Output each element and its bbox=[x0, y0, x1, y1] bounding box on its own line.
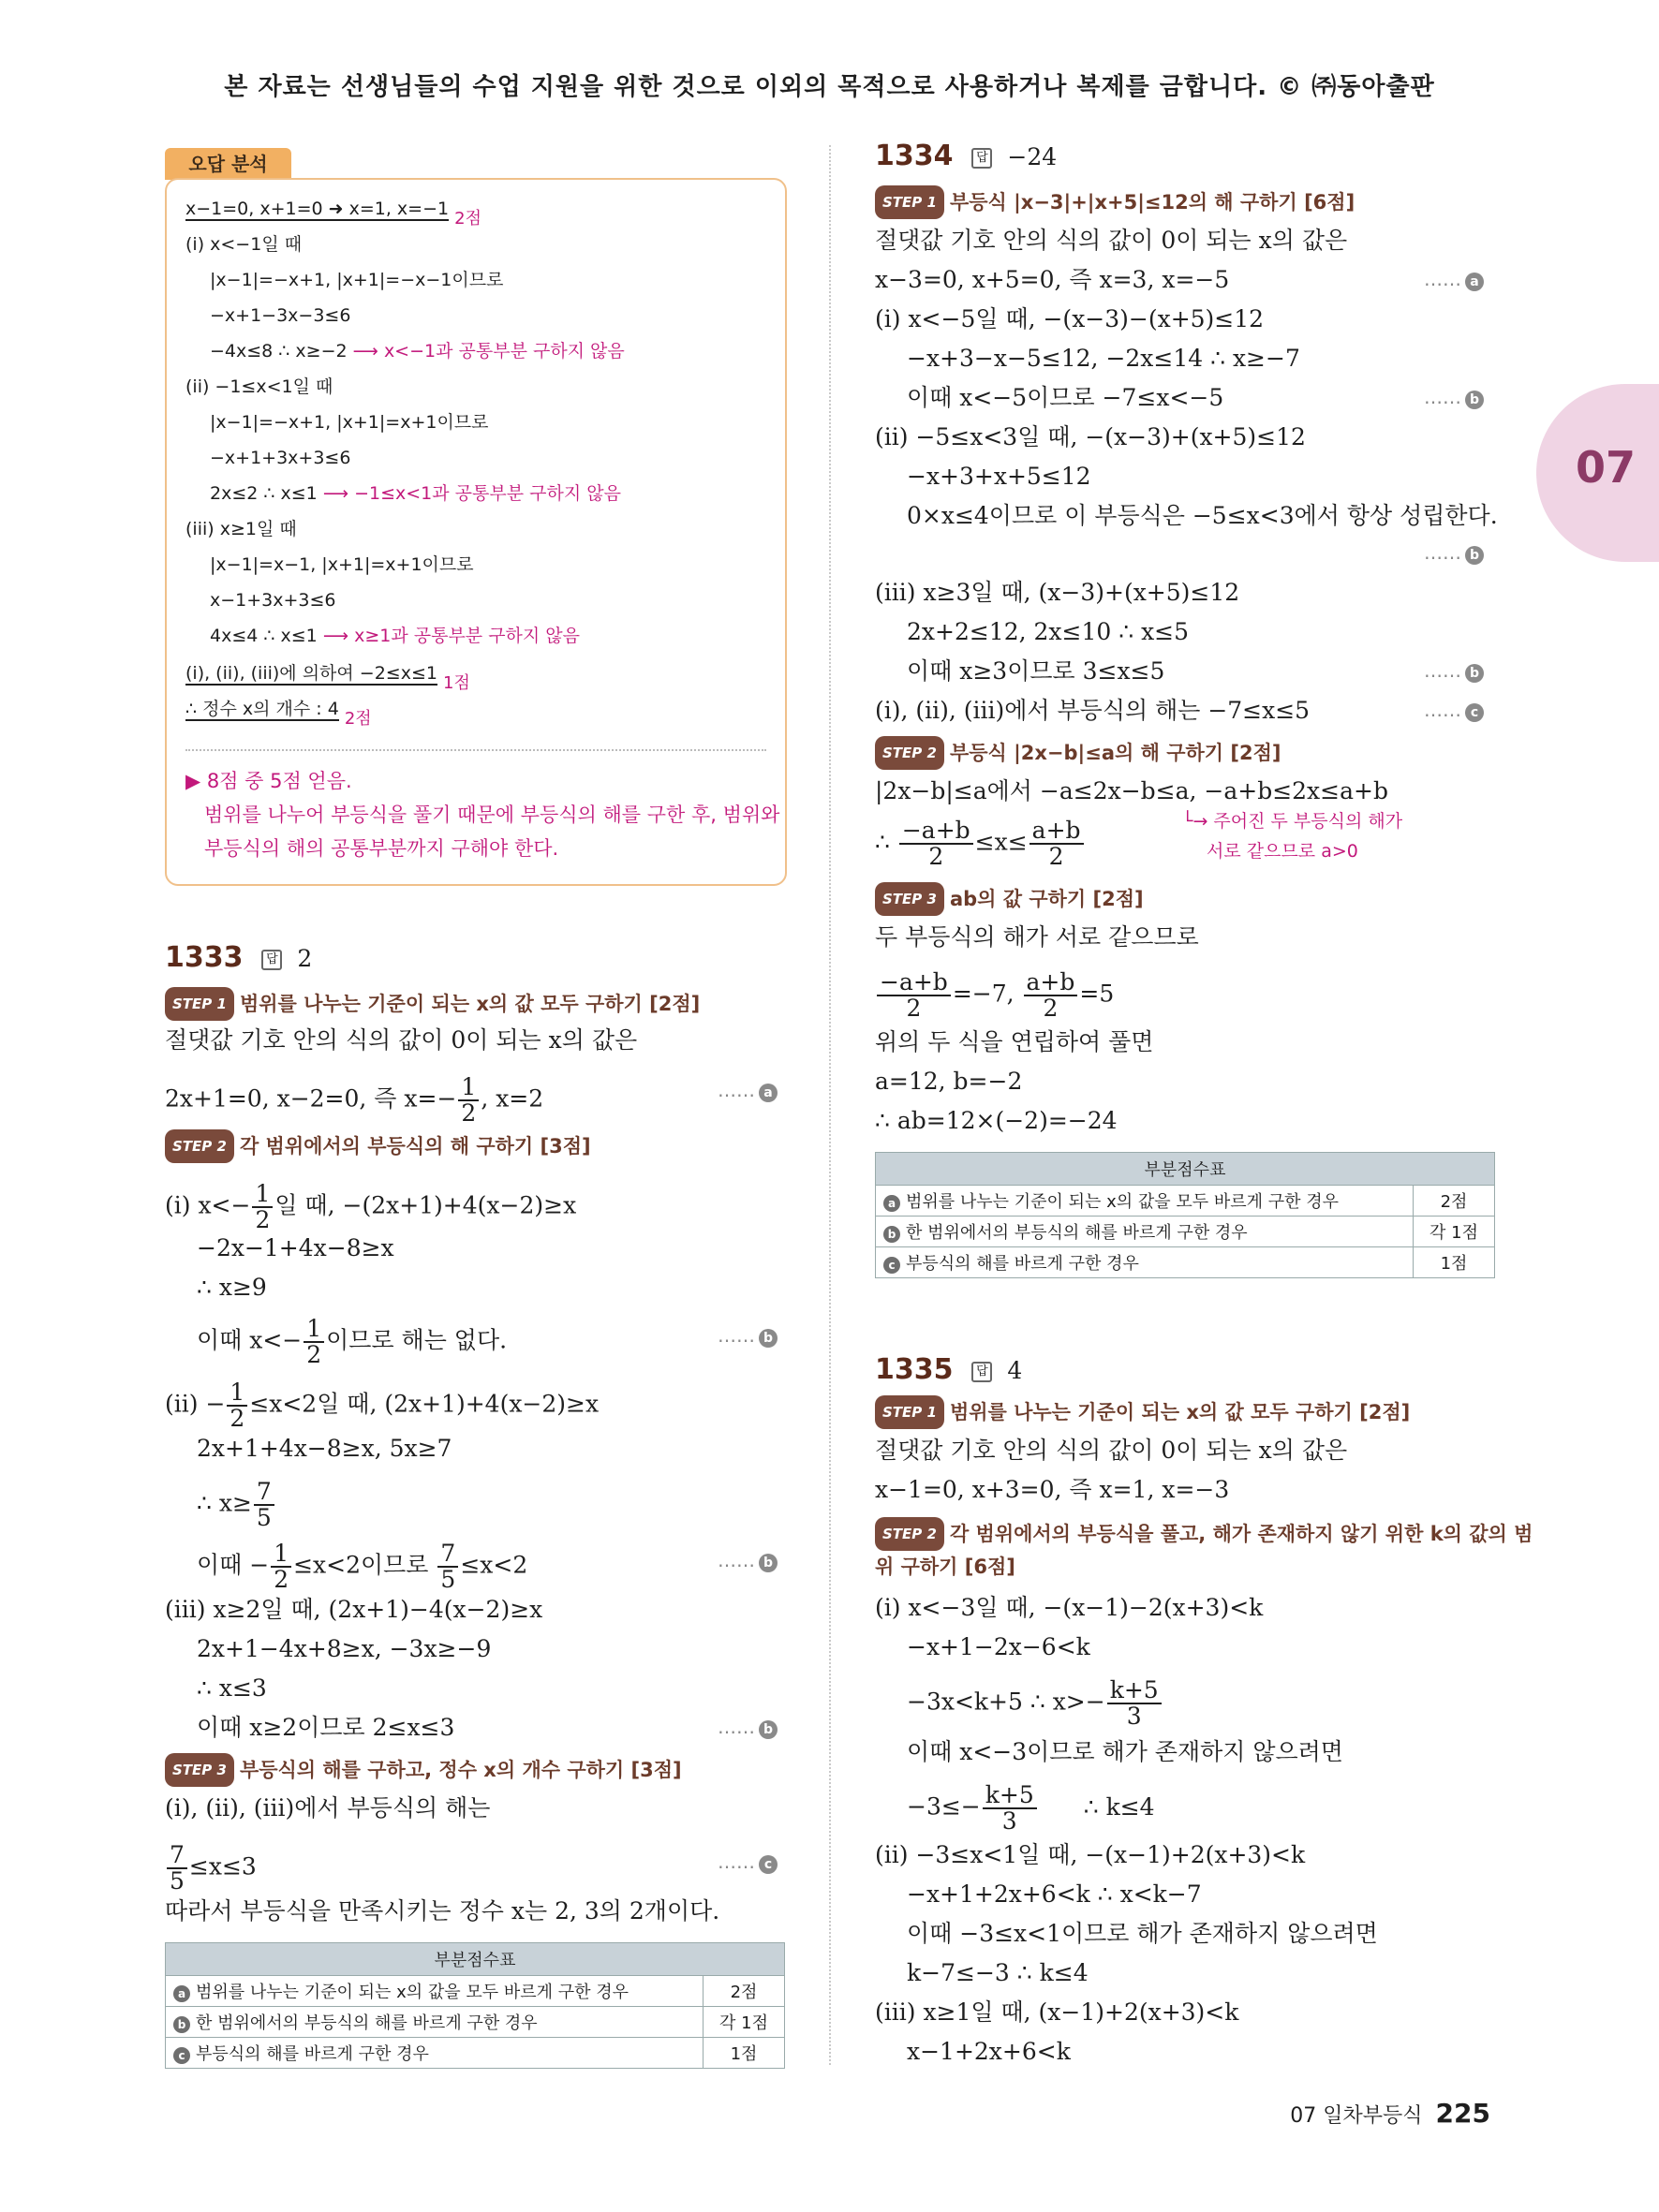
p1335-number: 1335 bbox=[875, 1353, 954, 1386]
p1334-l1: 절댓값 기호 안의 식의 값이 0이 되는 x의 값은 bbox=[875, 227, 1348, 254]
p1333-step3-label: STEP 3 bbox=[165, 1753, 234, 1787]
ea-line-3: |x−1|=−x+1, |x+1|=−x−1이므로 bbox=[210, 270, 504, 290]
ea-line-1: x−1=0, x+1=0 ➜ x=1, x=−1 bbox=[185, 199, 450, 219]
p1333-number: 1333 bbox=[165, 941, 244, 974]
p1334-l13: |2x−b|≤a에서 −a≤2x−b≤a, −a+b≤2x≤a+b bbox=[875, 777, 1388, 804]
p1333-marker-c: …… c bbox=[718, 1851, 778, 1874]
table-row: b 한 범위에서의 부등식의 해를 바르게 구한 경우 각 1점 bbox=[166, 2007, 785, 2038]
p1333-l17: 따라서 부등식을 만족시키는 정수 x는 2, 3의 2개이다. bbox=[165, 1897, 720, 1924]
p1333-l3a: (i) x<− bbox=[165, 1191, 251, 1219]
ea-note-1: x<−1과 공통부분 구하지 않음 bbox=[383, 341, 625, 361]
ea-score-3: 2점 bbox=[344, 709, 372, 729]
p1333-answer-mark: 답 bbox=[261, 950, 282, 970]
p1335-l1: 절댓값 기호 안의 식의 값이 0이 되는 x의 값은 bbox=[875, 1437, 1348, 1464]
p1333-marker-a: …… a bbox=[718, 1079, 778, 1102]
page-footer bbox=[1290, 2098, 1490, 2129]
p1334-l2: x−3=0, x+5=0, 즉 x=3, x=−5 bbox=[875, 266, 1230, 293]
p1334-marker-a: …… a bbox=[1424, 268, 1484, 291]
error-analysis-box: x−1=0, x+1=0 ➜ x=1, x=−1 2점 (i) x<−1일 때 |x−1|=−x+1, |x+1|=−x−1이므로 −x+1−3x−3≤6 −4x≤8 ∴ x≥−2 ⟶ x<−1과 공통부분 구하지 않음 (ii) −1≤x<1일 때 |x−1|=−x+1, |x+1|=x+1이므로 −x+1+3x+3≤6 2x≤2 ∴ x≤1 ⟶ −1≤x<1과 공통부분 구하지 않음 (iii) x≥1일 때 |x−1|=x−1, |x+1|=x+1이므로 x−1+3x+3≤6 4x≤4 ∴ x≤1 ⟶ x≥1과 공통부분 구하지 않음 (i), (ii), (iii)에 의하여 −2≤x≤1 1점 ∴ 정수 x의 개수 : 4 2점 ▶ 8점 중 5점 얻음. 범위를 나누어 부등식을 풀기 때문에 부등식의 해를 구한 후, 범위와 부등식의 해의 공통부분까지 구해야 한다. bbox=[165, 178, 787, 886]
table-row: a 범위를 나누는 기준이 되는 x의 값을 모두 바르게 구한 경우 2점 bbox=[876, 1186, 1495, 1217]
p1333-l7a: (ii) − bbox=[165, 1390, 226, 1418]
p1335-l8: (ii) −3≤x<1일 때, −(x−1)+2(x+3)<k bbox=[875, 1841, 1306, 1868]
p1333-l10c: ≤x<2 bbox=[460, 1551, 528, 1579]
p1335-l3: (i) x<−3일 때, −(x−1)−2(x+3)<k bbox=[875, 1594, 1264, 1621]
p1333-l11: (iii) x≥2일 때, (2x+1)−4(x−2)≥x bbox=[165, 1596, 543, 1623]
p1334-table-title: 부분점수표 bbox=[876, 1153, 1495, 1186]
p1335-l13: x−1+2x+6<k bbox=[907, 2038, 1071, 2065]
p1334-l4: −x+3−x−5≤12, −2x≤14 ∴ x≥−7 bbox=[907, 345, 1300, 372]
ea-line-5: −4x≤8 ∴ x≥−2 bbox=[210, 341, 348, 361]
ea-line-9: 2x≤2 ∴ x≤1 bbox=[210, 483, 318, 504]
ea-line-4: −x+1−3x−3≤6 bbox=[210, 305, 351, 326]
p1333-l15: (i), (ii), (iii)에서 부등식의 해는 bbox=[165, 1794, 491, 1821]
p1333-l10a: 이때 − bbox=[197, 1551, 270, 1579]
p1334-l10: 2x+2≤12, 2x≤10 ∴ x≤5 bbox=[907, 618, 1190, 645]
copyright-notice: 본 자료는 선생님들의 수업 지원을 위한 것으로 이외의 목적으로 사용하거나 복제를 금합니다. © ㈜동아출판 bbox=[224, 73, 1435, 101]
p1335-answer: 4 bbox=[1007, 1357, 1023, 1384]
p1335-step1-title: 범위를 나누는 기준이 되는 x의 값 모두 구하기 [2점] bbox=[949, 1401, 1411, 1423]
p1334-score-table bbox=[875, 1152, 1495, 1278]
p1334-l15: 두 부등식의 해가 서로 같으므로 bbox=[875, 923, 1199, 951]
p1334-note-1: └→ 주어진 두 부등식의 해가 bbox=[1182, 811, 1403, 832]
p1335-step2-label: STEP 2 bbox=[875, 1517, 944, 1551]
p1334-l14b: ≤x≤ bbox=[974, 828, 1028, 856]
footer-chapter: 07 일차부등식 bbox=[1290, 2104, 1423, 2128]
p1333-l6a: 이때 x<− bbox=[197, 1326, 303, 1354]
p1333-l6b: 이므로 해는 없다. bbox=[326, 1326, 508, 1354]
p1334-step2-title: 부등식 |2x−b|≤a의 해 구하기 [2점] bbox=[949, 742, 1281, 764]
p1335-step1-label: STEP 1 bbox=[875, 1395, 944, 1429]
ea-line-8: −x+1+3x+3≤6 bbox=[210, 448, 351, 468]
p1333-l12: 2x+1−4x+8≥x, −3x≥−9 bbox=[197, 1635, 492, 1662]
p1333-marker-b1: …… b bbox=[718, 1324, 778, 1348]
p1334-answer: −24 bbox=[1007, 143, 1058, 170]
ea-separator bbox=[185, 749, 766, 751]
p1333-answer: 2 bbox=[297, 945, 313, 972]
ea-note-3: x≥1과 공통부분 구하지 않음 bbox=[354, 626, 581, 646]
chapter-tab-number: 07 bbox=[1576, 442, 1637, 493]
table-row: a 범위를 나누는 기준이 되는 x의 값을 모두 바르게 구한 경우 2점 bbox=[166, 1976, 785, 2007]
p1335-l11: k−7≤−3 ∴ k≤4 bbox=[907, 1959, 1089, 1986]
p1334-l18: a=12, b=−2 bbox=[875, 1068, 1023, 1095]
ea-line-14: (i), (ii), (iii)에 의하여 −2≤x≤1 bbox=[185, 663, 437, 684]
ea-score-2: 1점 bbox=[443, 673, 470, 693]
p1334-l19: ∴ ab=12×(−2)=−24 bbox=[875, 1107, 1118, 1134]
p1334-marker-b3: …… b bbox=[1424, 659, 1484, 683]
p1333-l9: ∴ x≥ bbox=[197, 1489, 252, 1517]
p1334-l6: (ii) −5≤x<3일 때, −(x−3)+(x+5)≤12 bbox=[875, 423, 1306, 450]
ea-note-2: −1≤x<1과 공통부분 구하지 않음 bbox=[354, 483, 621, 504]
ea-score-1: 2점 bbox=[454, 209, 481, 229]
p1334-marker-b2: …… b bbox=[1424, 541, 1484, 565]
p1333-l10b: ≤x<2이므로 bbox=[293, 1551, 429, 1579]
p1335-l7b: ∴ k≤4 bbox=[1083, 1792, 1155, 1821]
ea-line-7: |x−1|=−x+1, |x+1|=x+1이므로 bbox=[210, 412, 489, 433]
p1334-l11: 이때 x≥3이므로 3≤x≤5 bbox=[907, 657, 1165, 685]
p1333-step2-title: 각 범위에서의 부등식의 해 구하기 [3점] bbox=[239, 1135, 591, 1158]
p1333-table-title: 부분점수표 bbox=[166, 1943, 785, 1976]
table-row: b 한 범위에서의 부등식의 해를 바르게 구한 경우 각 1점 bbox=[876, 1217, 1495, 1247]
p1334-step3-title: ab의 값 구하기 [2점] bbox=[949, 888, 1144, 910]
chapter-tab bbox=[1536, 384, 1659, 562]
p1333-l8: 2x+1+4x−8≥x, 5x≥7 bbox=[197, 1435, 452, 1462]
ea-line-15: ∴ 정수 x의 개수 : 4 bbox=[185, 699, 339, 719]
p1334-note-2: 서로 같으므로 a>0 bbox=[1207, 841, 1358, 862]
table-row: c 부등식의 해를 바르게 구한 경우 1점 bbox=[166, 2038, 785, 2069]
ea-line-13: 4x≤4 ∴ x≤1 bbox=[210, 626, 318, 646]
ea-comment-1: 범위를 나누어 부등식을 풀기 때문에 부등식의 해를 구한 후, 범위와 bbox=[204, 804, 780, 826]
p1334-marker-b1: …… b bbox=[1424, 386, 1484, 409]
p1334-l14a: ∴ bbox=[875, 828, 890, 856]
p1334-l9: (iii) x≥3일 때, (x−3)+(x+5)≤12 bbox=[875, 579, 1240, 606]
p1335-l5a: −3x<k+5 ∴ x>− bbox=[907, 1688, 1105, 1716]
p1333-l4: −2x−1+4x−8≥x bbox=[197, 1234, 394, 1261]
p1333-l1: 절댓값 기호 안의 식의 값이 0이 되는 x의 값은 bbox=[165, 1026, 638, 1054]
column-divider bbox=[829, 145, 831, 2065]
p1333-l5: ∴ x≥9 bbox=[197, 1274, 267, 1301]
p1333-marker-b3: …… b bbox=[718, 1716, 778, 1739]
p1334-l7: −x+3+x+5≤12 bbox=[907, 463, 1091, 490]
ea-line-2: (i) x<−1일 때 bbox=[185, 234, 303, 255]
p1333-l13: ∴ x≤3 bbox=[197, 1674, 267, 1702]
p1335-l2: x−1=0, x+3=0, 즉 x=1, x=−3 bbox=[875, 1476, 1230, 1503]
p1334-step2-label: STEP 2 bbox=[875, 736, 944, 770]
p1334-marker-c: …… c bbox=[1424, 699, 1484, 722]
p1334-l3: (i) x<−5일 때, −(x−3)−(x+5)≤12 bbox=[875, 305, 1265, 332]
p1334-l12: (i), (ii), (iii)에서 부등식의 해는 −7≤x≤5 bbox=[875, 697, 1311, 724]
p1335-l10: 이때 −3≤x<1이므로 해가 존재하지 않으려면 bbox=[907, 1920, 1378, 1947]
error-analysis-title: 오답 분석 bbox=[165, 148, 291, 180]
p1335-step2-title-1: 각 범위에서의 부등식을 풀고, 해가 존재하지 않기 위한 k의 값의 범 bbox=[949, 1523, 1533, 1545]
p1333-l3b: 일 때, −(2x+1)+4(x−2)≥x bbox=[274, 1191, 577, 1219]
p1333-l14: 이때 x≥2이므로 2≤x≤3 bbox=[197, 1714, 455, 1741]
p1333-step3-title: 부등식의 해를 구하고, 정수 x의 개수 구하기 [3점] bbox=[239, 1759, 682, 1781]
p1334-answer-mark: 답 bbox=[971, 148, 992, 169]
p1333-l16: ≤x≤3 bbox=[188, 1852, 257, 1880]
table-row: c 부등식의 해를 바르게 구한 경우 1점 bbox=[876, 1247, 1495, 1278]
p1334-number: 1334 bbox=[875, 140, 954, 172]
ea-comment-2: 부등식의 해의 공통부분까지 구해야 한다. bbox=[204, 837, 559, 860]
p1334-l8: 0×x≤4이므로 이 부등식은 −5≤x<3에서 항상 성립한다. bbox=[907, 502, 1498, 529]
p1334-l16b: =5 bbox=[1079, 980, 1115, 1008]
p1335-l12: (iii) x≥1일 때, (x−1)+2(x+3)<k bbox=[875, 1998, 1239, 2026]
p1335-step2-title-2: 위 구하기 [6점] bbox=[875, 1556, 1015, 1578]
p1334-l16a: =−7, bbox=[952, 980, 1015, 1008]
p1334-step3-label: STEP 3 bbox=[875, 882, 944, 916]
p1335-l7a: −3≤− bbox=[907, 1792, 981, 1821]
ea-summary: ▶ 8점 중 5점 얻음. bbox=[185, 770, 352, 792]
ea-line-6: (ii) −1≤x<1일 때 bbox=[185, 376, 333, 397]
p1333-score-table bbox=[165, 1942, 785, 2069]
p1333-step2-label: STEP 2 bbox=[165, 1129, 234, 1163]
ea-line-10: (iii) x≥1일 때 bbox=[185, 519, 297, 539]
p1333-l2a: 2x+1=0, x−2=0, 즉 x=− bbox=[165, 1084, 457, 1113]
p1335-answer-mark: 답 bbox=[971, 1362, 992, 1382]
p1335-l4: −x+1−2x−6<k bbox=[907, 1633, 1090, 1660]
ea-line-12: x−1+3x+3≤6 bbox=[210, 590, 336, 611]
p1335-l9: −x+1+2x+6<k ∴ x<k−7 bbox=[907, 1880, 1202, 1908]
p1333-l2b: , x=2 bbox=[481, 1084, 544, 1113]
p1333-marker-b2: …… b bbox=[718, 1549, 778, 1572]
p1333-step1-label: STEP 1 bbox=[165, 987, 234, 1021]
p1334-l17: 위의 두 식을 연립하여 풀면 bbox=[875, 1028, 1154, 1055]
p1334-step1-label: STEP 1 bbox=[875, 185, 944, 219]
p1335-l6: 이때 x<−3이므로 해가 존재하지 않으려면 bbox=[907, 1738, 1343, 1765]
p1334-step1-title: 부등식 |x−3|+|x+5|≤12의 해 구하기 [6점] bbox=[949, 191, 1355, 214]
p1333-l7b: ≤x<2일 때, (2x+1)+4(x−2)≥x bbox=[249, 1390, 600, 1418]
p1334-l5: 이때 x<−5이므로 −7≤x<−5 bbox=[907, 384, 1224, 411]
ea-line-11: |x−1|=x−1, |x+1|=x+1이므로 bbox=[210, 554, 474, 575]
p1333-step1-title: 범위를 나누는 기준이 되는 x의 값 모두 구하기 [2점] bbox=[239, 993, 701, 1015]
page-number: 225 bbox=[1435, 2098, 1490, 2129]
